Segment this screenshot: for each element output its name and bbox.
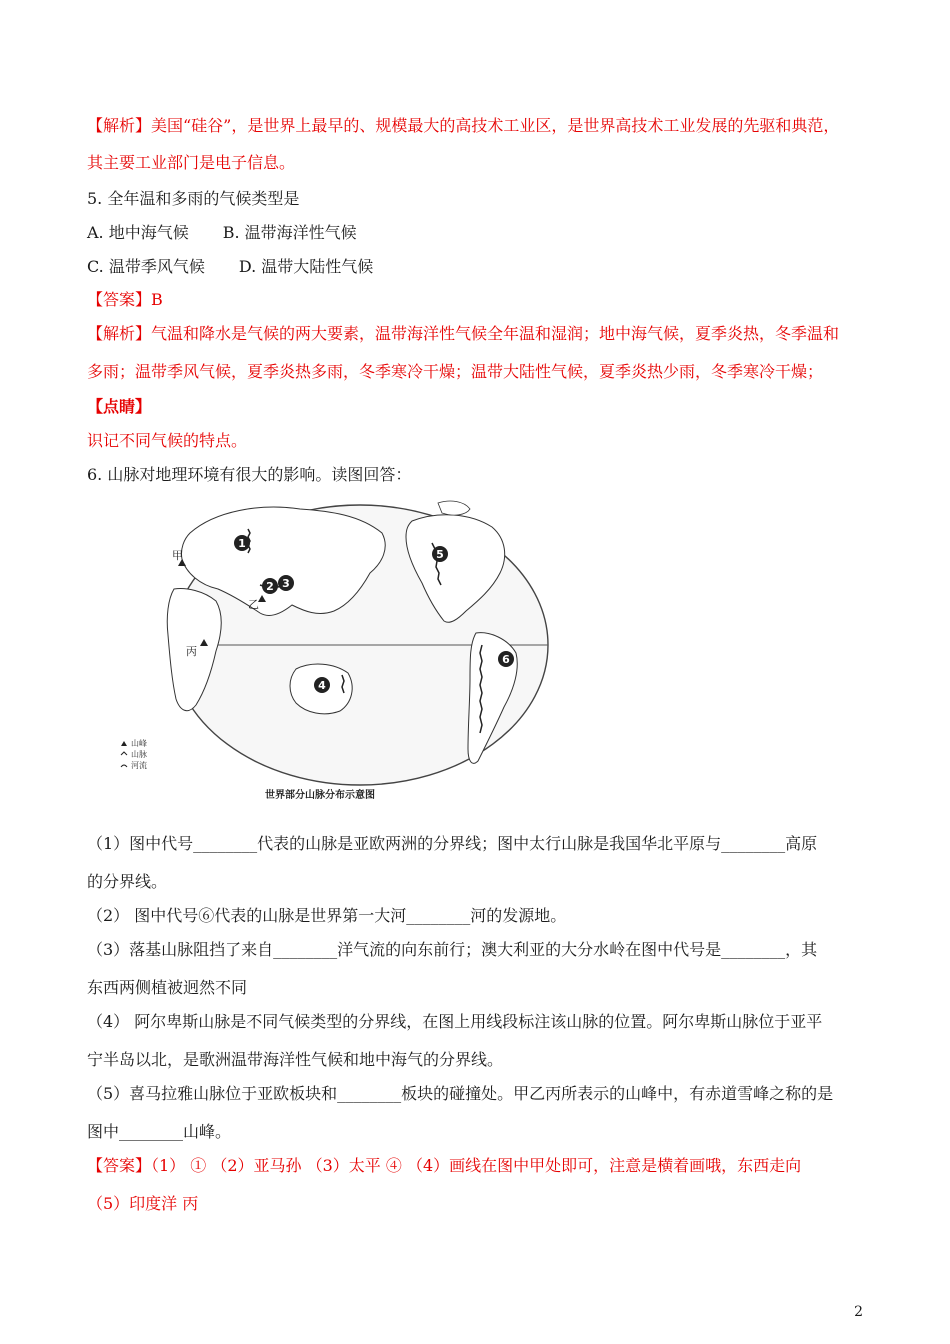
map-marker-2 (262, 578, 278, 594)
map-marker-3 (278, 575, 294, 591)
q5-analysis-line1: 【解析】气温和降水是气候的两大要素，温带海洋性气候全年温和湿润；地中海气候，夏季炎热，冬季温和 (87, 324, 840, 343)
q6-sub3-line2: 东西两侧植被迥然不同 (87, 978, 248, 997)
q5-stem: 5. 全年温和多雨的气候类型是 (87, 189, 300, 208)
legend-river: 河流 (131, 761, 147, 770)
map-marker-1 (234, 535, 250, 551)
q6-sub1-line1: （1）图中代号________代表的山脉是亚欧两洲的分界线；图中太行山脉是我国华北平原与________高原 (87, 834, 818, 853)
svg-text:1: 1 (238, 537, 246, 550)
svg-text:5: 5 (436, 548, 444, 561)
q6-sub5-line2: 图中________山峰。 (87, 1122, 232, 1141)
q6-sub2: （2） 图中代号⑥代表的山脉是世界第一大河________河的发源地。 (87, 906, 567, 925)
q6-answer-line2: （5）印度洋 丙 (87, 1194, 199, 1213)
q5-options-row2 (87, 257, 373, 277)
legend-peak: 山峰 (131, 739, 147, 748)
q5-option-c: C. 温带季风气候 (87, 257, 205, 276)
q5-option-a: A. 地中海气候 (87, 223, 189, 242)
q5-tip-label: 【点睛】 (87, 397, 152, 416)
map-label-yi: 乙 (248, 598, 259, 611)
map-landmass-greenland (438, 501, 470, 515)
svg-text:4: 4 (318, 679, 326, 692)
q6-stem: 6. 山脉对地理环境有很大的影响。读图回答： (87, 465, 412, 484)
svg-text:3: 3 (282, 577, 290, 590)
q4-analysis-line1: 【解析】美国“硅谷”，是世界上最早的、规模最大的高技术工业区，是世界高技术工业发展的先驱和典范， (87, 116, 840, 135)
q6-answer-line1: 【答案】（1） ① （2）亚马孙 （3）太平 ④ （4）画线在图中甲处即可，注意是横着画哦，东西走向 (87, 1156, 802, 1175)
page-number: 2 (854, 1304, 863, 1320)
map-caption: 世界部分山脉分布示意图 (265, 790, 375, 801)
q6-sub1-line2: 的分界线。 (87, 872, 168, 891)
map-label-jia: 甲 (172, 549, 183, 562)
svg-text:2: 2 (266, 580, 274, 593)
world-mountains-map (120, 493, 560, 805)
legend-range: 山脉 (131, 750, 147, 759)
q6-sub5-line1: （5）喜马拉雅山脉位于亚欧板块和________板块的碰撞处。甲乙丙所表示的山峰中，有赤道雪峰之称的是 (87, 1084, 834, 1103)
map-marker-4 (314, 677, 330, 693)
map-legend (121, 738, 147, 770)
q5-tip-text: 识记不同气候的特点。 (87, 431, 248, 450)
map-label-bing: 丙 (186, 645, 197, 658)
q5-options-row1 (87, 223, 357, 243)
map-marker-6 (498, 651, 514, 667)
q5-option-d: D. 温带大陆性气候 (238, 257, 374, 276)
q5-option-b: B. 温带海洋性气候 (222, 223, 357, 242)
q5-answer: 【答案】B (87, 290, 163, 309)
q6-sub4-line1: （4） 阿尔卑斯山脉是不同气候类型的分界线，在图上用线段标注该山脉的位置。阿尔卑斯山脉位于亚平 (87, 1012, 823, 1031)
map-marker-5 (432, 546, 448, 562)
q6-sub4-line2: 宁半岛以北，是歌洲温带海洋性气候和地中海气的分界线。 (87, 1050, 504, 1069)
q6-sub3-line1: （3）落基山脉阻挡了来自________洋气流的向东前行；澳大利亚的大分水岭在图中代号是________，其 (87, 940, 818, 959)
svg-text:6: 6 (502, 653, 510, 666)
q4-analysis-line2: 其主要工业部门是电子信息。 (87, 153, 296, 172)
q5-analysis-line2: 多雨；温带季风气候，夏季炎热多雨，冬季寒冷干燥；温带大陆性气候，夏季炎热少雨，冬季寒冷干燥； (87, 362, 824, 381)
